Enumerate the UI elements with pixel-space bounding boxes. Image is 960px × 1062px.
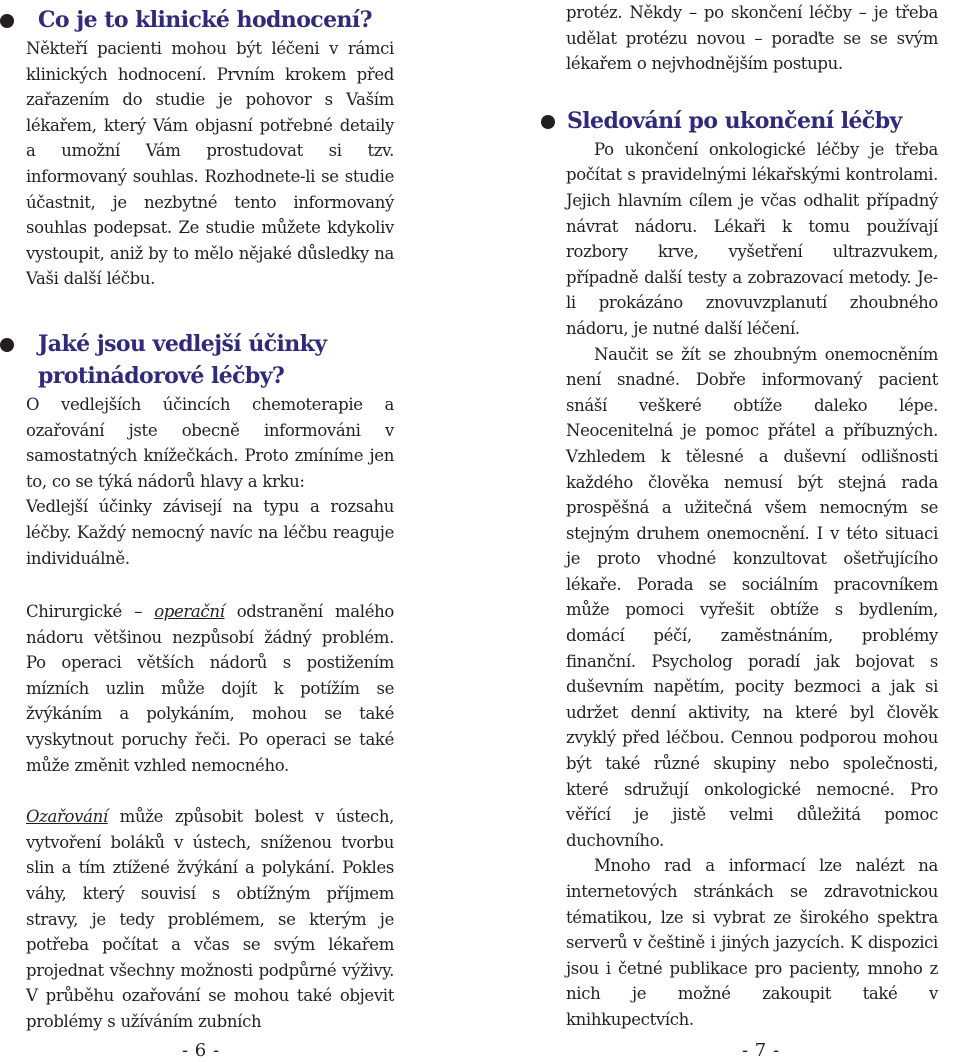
paragraph-clinical-trials: Někteří pacienti mohou být léčeni v rámci klinických hodnocení. Prvním krokem před zařazením do studie je pohovor s Vaším lékařem, který Vám objasní potřebné detaily a umožní Vám prostudovat si tzv. informovaný souhlas. Rozhodnete-li se studie účastnit, je nezbytné tento informovaný souhlas podepsat. Ze studie můžete kdykoliv vystoupit, aniž by to mělo nějaké důsledky na Vaši další léčbu.: [26, 39, 394, 289]
paragraph-surgery: [26, 599, 394, 778]
paragraph-dentures: protéz. Někdy – po skončení léčby – je třeba udělat protézu novou – poraďte se se svým lékařem o nejvhodnějším postupu.: [566, 3, 938, 74]
paragraph-side-effects-intro: O vedlejších účincích chemoterapie a ozařování jste obecně informováni v samostatných knížečkách. Proto zmíníme jen to, co se týká nádorů hlavy a krku:: [26, 394, 394, 491]
bullet-icon: [0, 14, 14, 28]
radiation-text: může způsobit bolest v ústech, vytvoření boláků v ústech, sníženou tvorbu slin a tím ztížené žvýkání a polykání. Pokles váhy, který souvisí s obtížným příjmem stravy, je tedy problémem, se kterým je potřeba počítat a včas se svým lékařem projednat všechny možnosti podpůrné výživy. V průběhu ozařování se mohou také objevit problémy s užíváním zubních: [26, 807, 394, 1031]
bullet-icon: [0, 338, 14, 352]
paragraph-side-effects-individual: Vedlejší účinky závisejí na typu a rozsahu léčby. Každý nemocný navíc na léčbu reaguje individuálně.: [26, 497, 394, 568]
page-number-left: - 6 -: [182, 1040, 220, 1061]
heading-side-effects-line1: Jaké jsou vedlejší účinky: [38, 330, 327, 357]
surgery-text: odstranění malého nádoru většinou nezpůsobí žádný problém. Po operaci větších nádorů s postižením mízních uzlin může dojít k potížím se žvýkáním a polykáním, mohou se také vyskytnout poruchy řeči. Po operaci se také může změnit vzhled nemocného.: [26, 602, 394, 775]
heading-follow-up: [538, 105, 938, 137]
link-ozarovani[interactable]: Ozařování: [26, 807, 108, 827]
surgery-prefix: Chirurgické –: [26, 602, 155, 622]
link-operacni[interactable]: operační: [154, 602, 225, 622]
left-page-column: [26, 0, 394, 1035]
page-number-right: - 7 -: [742, 1040, 780, 1061]
bullet-icon: [541, 115, 555, 129]
paragraph-living-with-cancer: Naučit se žít se zhoubným onemocněním není snadné. Dobře informovaný pacient snáší veškeré obtíže daleko lépe. Neocenitelná je pomoc přátel a příbuzných. Vzhledem k tělesné a duševní odlišnosti každého člověka nemusí být stejná rada prospěšná a užitečná všem nemocným se stejným druhem onemocnění. I v této situaci je proto vhodné konzultovat ošetřujícího lékaře. Porada se sociálním pracovníkem může pomoci vyřešit obtíže s bydlením, domácí péčí, zaměstnáním, problémy finanční. Psycholog poradí jak bojovat s duševním napětím, pocity bezmoci a jak si udržet denní aktivity, na které byl člověk zvyklý před léčbou. Cennou podporou mohou být také různé skupiny nebo společnosti, které sdružují onkologické nemocné. Pro věřící je jistě velmi důležitá pomoc duchovního.: [566, 344, 938, 850]
paragraph-follow-up: Po ukončení onkologické léčby je třeba počítat s pravidelnými lékařskými kontrolami. Jejich hlavním cílem je včas odhalit případný návrat nádoru. Lékaři k tomu používají rozbory krve, vyšetření ultrazvukem, případně další testy a zobrazovací metody. Je-li prokázáno znovuvzplanutí zhoubného nádoru, je nutné další léčení.: [566, 139, 938, 338]
right-page-column: [566, 0, 938, 1033]
paragraph-radiation: [26, 804, 394, 1034]
heading-side-effects-line2: protinádorové léčby?: [38, 362, 285, 389]
heading-clinical-trials-text: Co je to klinické hodnocení?: [38, 7, 372, 33]
heading-follow-up-text: Sledování po ukončení léčby: [567, 107, 902, 134]
paragraph-internet-resources: Mnoho rad a informací lze nalézt na internetových stránkách se zdravotnickou tématikou, lze si vybrat ze širokého spektra serverů v češtině i jiných jazycích. K dispozici jsou i četné publikace pro pacienty, mnoho z nich je možné zakoupit také v knihkupectvích.: [566, 856, 938, 1029]
heading-side-effects: [0, 328, 394, 392]
heading-clinical-trials: [0, 4, 394, 36]
